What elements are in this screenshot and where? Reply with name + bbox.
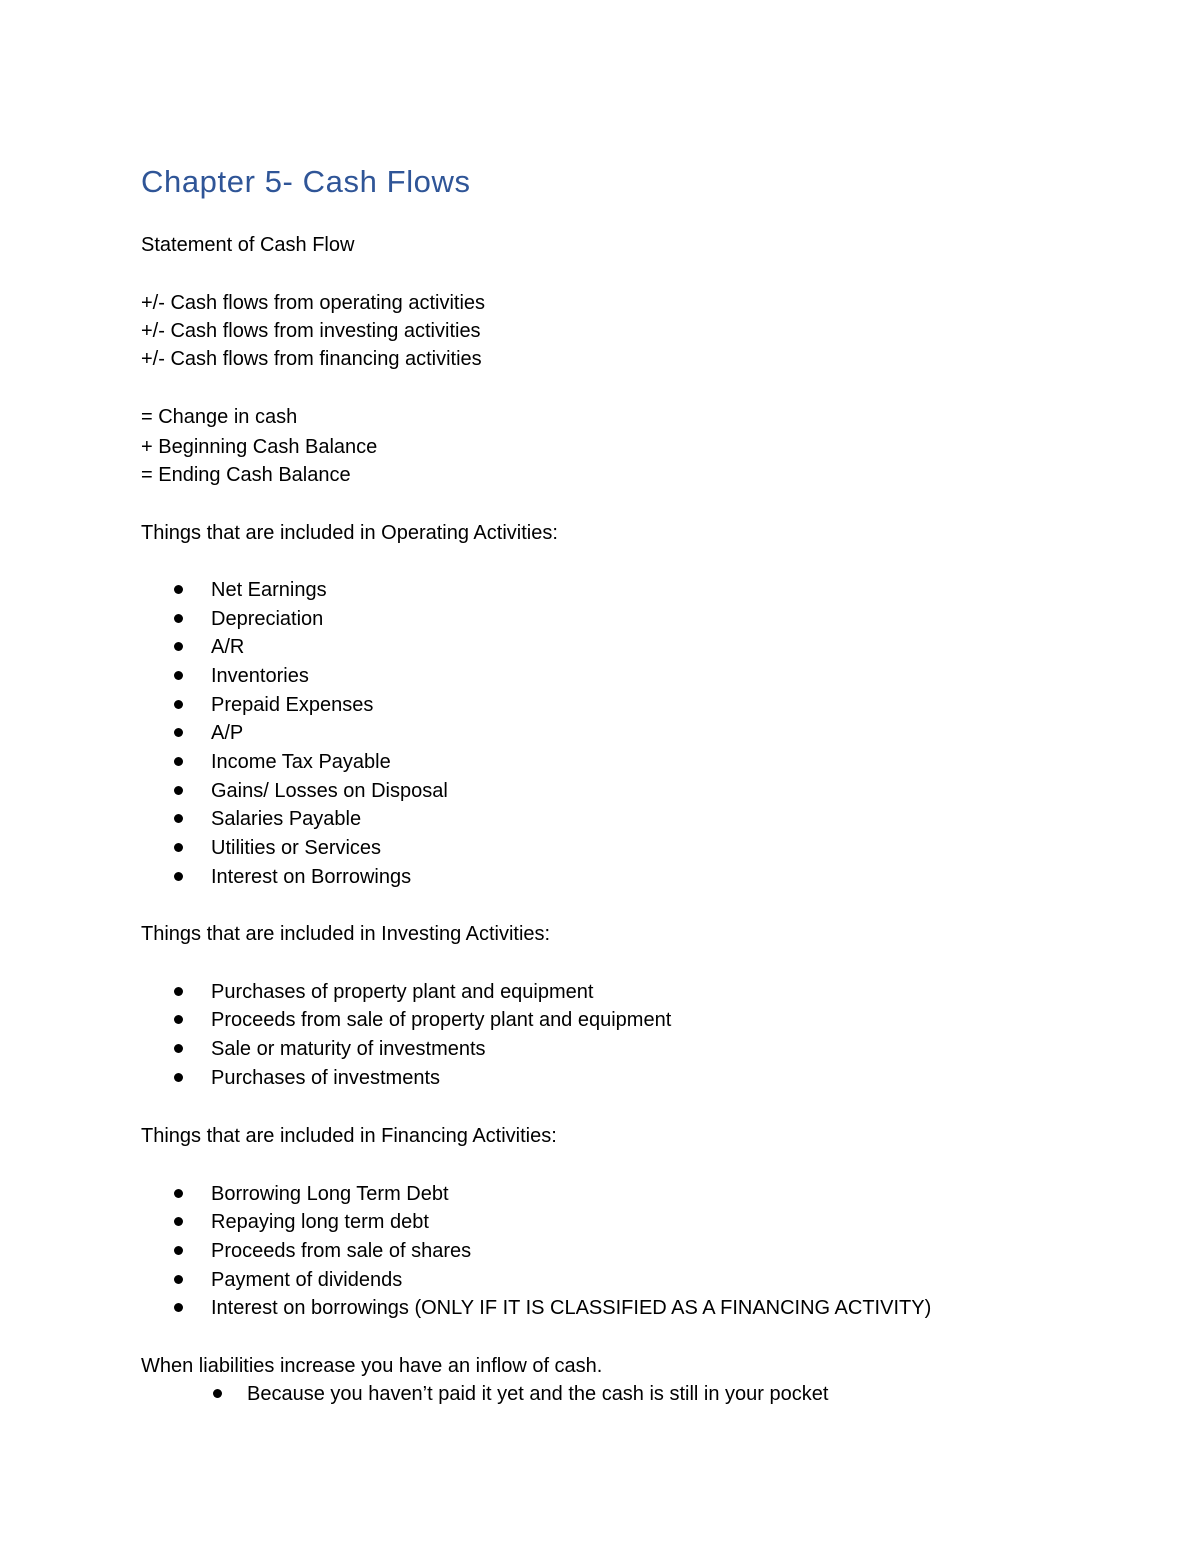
bullet-icon [174,1275,183,1284]
bullet-icon [213,1389,222,1398]
page-title: Chapter 5- Cash Flows [141,164,471,199]
liabilities-statement: When liabilities increase you have an inflow of cash. [141,1355,603,1377]
financing-item: Repaying long term debt [211,1211,429,1233]
liabilities-item: Because you haven’t paid it yet and the cash is still in your pocket [247,1383,829,1405]
operating-item: Prepaid Expenses [211,694,374,716]
financing-item: Payment of dividends [211,1269,403,1291]
operating-item: Income Tax Payable [211,751,391,773]
bullet-icon [174,1044,183,1053]
bullet-icon [174,642,183,651]
investing-item: Purchases of property plant and equipment [211,981,594,1003]
operating-item: A/P [211,722,244,744]
bullet-icon [174,700,183,709]
investing-item: Sale or maturity of investments [211,1038,486,1060]
operating-item: Salaries Payable [211,808,362,830]
bullet-icon [174,671,183,680]
bullet-icon [174,987,183,996]
bullet-icon [174,1246,183,1255]
operating-item: A/R [211,636,245,658]
operating-heading: Things that are included in Operating Activities: [141,522,558,544]
bullet-icon [174,1303,183,1312]
result-line-ending: = Ending Cash Balance [141,464,351,486]
bullet-icon [174,786,183,795]
financing-heading: Things that are included in Financing Activities: [141,1125,557,1147]
formula-line-financing: +/- Cash flows from financing activities [141,348,482,370]
bullet-icon [174,757,183,766]
financing-item: Proceeds from sale of shares [211,1240,472,1262]
statement-heading: Statement of Cash Flow [141,234,355,256]
bullet-icon [174,843,183,852]
operating-item: Net Earnings [211,579,327,601]
bullet-icon [174,814,183,823]
bullet-icon [174,1073,183,1082]
result-line-beginning: + Beginning Cash Balance [141,436,378,458]
bullet-icon [174,872,183,881]
operating-item: Gains/ Losses on Disposal [211,780,448,802]
operating-item: Depreciation [211,608,324,630]
operating-item: Interest on Borrowings [211,866,412,888]
financing-item: Borrowing Long Term Debt [211,1183,449,1205]
operating-item: Utilities or Services [211,837,382,859]
formula-line-operating: +/- Cash flows from operating activities [141,292,486,314]
bullet-icon [174,614,183,623]
operating-item: Inventories [211,665,309,687]
investing-heading: Things that are included in Investing Activities: [141,923,551,945]
bullet-icon [174,1015,183,1024]
bullet-icon [174,585,183,594]
bullet-icon [174,1217,183,1226]
investing-item: Proceeds from sale of property plant and equipment [211,1009,672,1031]
formula-line-investing: +/- Cash flows from investing activities [141,320,481,342]
result-line-change: = Change in cash [141,406,298,428]
financing-item: Interest on borrowings (ONLY IF IT IS CLASSIFIED AS A FINANCING ACTIVITY) [211,1297,932,1319]
bullet-icon [174,1189,183,1198]
bullet-icon [174,728,183,737]
investing-item: Purchases of investments [211,1067,440,1089]
